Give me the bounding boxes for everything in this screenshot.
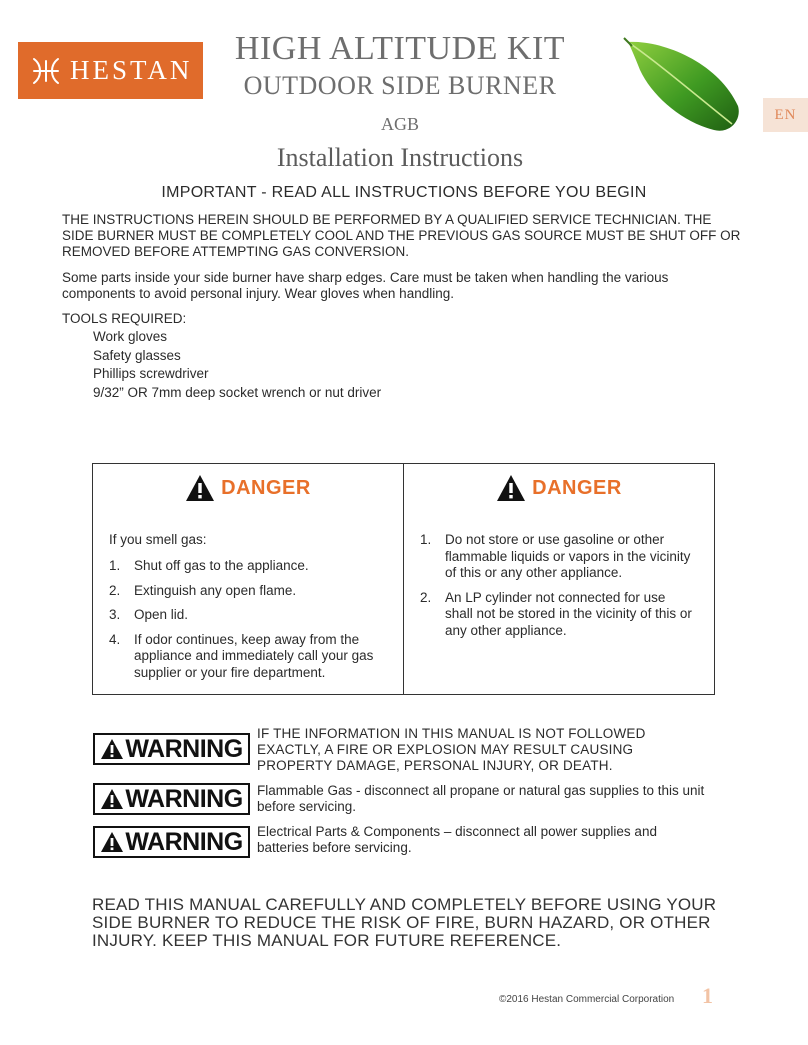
- warning-label: WARNING: [125, 827, 243, 856]
- warning-message: Flammable Gas - disconnect all propane or natural gas supplies to this unit before servicing.: [257, 783, 705, 814]
- list-item: Safety glasses: [93, 347, 181, 363]
- page-number: 1: [702, 983, 713, 1008]
- warning-message: IF THE INFORMATION IN THIS MANUAL IS NOT FOLLOWED EXACTLY, A FIRE OR EXPLOSION MAY RESULT CAUSING PROPERTY DAMAGE, PERSONAL INJURY, OR DEATH.: [257, 726, 646, 773]
- warning-triangle-icon: [496, 474, 526, 502]
- list-item: 9/32” OR 7mm deep socket wrench or nut driver: [93, 384, 382, 400]
- warning-badge: [93, 826, 250, 858]
- warning-triangle-icon: [100, 831, 124, 853]
- danger-label: DANGER: [532, 476, 622, 499]
- brand-name: HESTAN: [70, 55, 193, 85]
- warning-label: WARNING: [125, 784, 243, 813]
- list-item: 2. An LP cylinder not connected for use shall not be stored in the vicinity of this or any other appliance.: [420, 589, 692, 638]
- model-number: AGB: [380, 114, 419, 134]
- list-item: 4. If odor continues, keep away from the appliance and immediately call your gas supplier or your fire department.: [109, 631, 374, 680]
- copyright: ©2016 Hestan Commercial Corporation: [499, 994, 675, 1005]
- danger-list: [109, 558, 399, 689]
- brand-emblem-icon: [28, 53, 64, 89]
- list-item: 3. Open lid.: [109, 607, 189, 622]
- language-tab[interactable]: EN: [763, 98, 808, 132]
- danger-header: [93, 474, 403, 502]
- danger-list: [420, 532, 695, 647]
- page-subtitle: OUTDOOR SIDE BURNER: [243, 71, 557, 100]
- title-block: [200, 30, 600, 174]
- list-item: Work gloves: [93, 329, 168, 344]
- list-item: 2. Extinguish any open flame.: [109, 582, 297, 598]
- page-title: HIGH ALTITUDE KIT: [234, 30, 566, 67]
- danger-intro: If you smell gas:: [109, 532, 207, 547]
- warning-badge: [93, 733, 250, 765]
- warning-triangle-icon: [100, 738, 124, 760]
- leaf-icon: [622, 36, 744, 136]
- list-item: 1. Do not store or use gasoline or other flammable liquids or vapors in the vicinity of this or any other appliance.: [420, 532, 691, 580]
- read-manual-notice: READ THIS MANUAL CAREFULLY AND COMPLETELY BEFORE USING YOUR SIDE BURNER TO REDUCE THE RISK OF FIRE, BURN HAZARD, OR OTHER INJURY. KEEP THIS MANUAL FOR FUTURE REFERENCE.: [92, 895, 717, 950]
- tools-list: [93, 328, 381, 402]
- warning-message: Electrical Parts & Components – disconnect all power supplies and batteries before servicing.: [257, 824, 657, 855]
- important-heading: IMPORTANT - READ ALL INSTRUCTIONS BEFORE YOU BEGIN: [161, 184, 647, 201]
- warning-label: WARNING: [125, 734, 243, 763]
- list-item: Phillips screwdriver: [93, 366, 209, 381]
- danger-panel-left: [93, 464, 404, 694]
- danger-label: DANGER: [221, 476, 311, 499]
- warning-triangle-icon: [185, 474, 215, 502]
- document-type: Installation Instructions: [276, 143, 524, 172]
- qualified-notice: THE INSTRUCTIONS HEREIN SHOULD BE PERFORMED BY A QUALIFIED SERVICE TECHNICIAN. THE SIDE BURNER MUST BE COMPLETELY COOL AND THE PREVIOUS GAS SOURCE MUST BE SHUT OFF OR REMOVED BEFORE ATTEMPTING GAS CONVERSION.: [62, 212, 741, 259]
- list-item: 1. Shut off gas to the appliance.: [109, 558, 309, 573]
- warning-triangle-icon: [100, 788, 124, 810]
- danger-box: [92, 463, 715, 695]
- sharp-edges-notice: Some parts inside your side burner have sharp edges. Care must be taken when handling the various components to avoid personal injury. Wear gloves when handling.: [62, 270, 669, 301]
- danger-panel-right: [404, 464, 714, 694]
- brand-logo: [18, 42, 203, 99]
- tools-title: TOOLS REQUIRED:: [62, 311, 187, 326]
- danger-header: [404, 474, 714, 502]
- warning-badge: [93, 783, 250, 815]
